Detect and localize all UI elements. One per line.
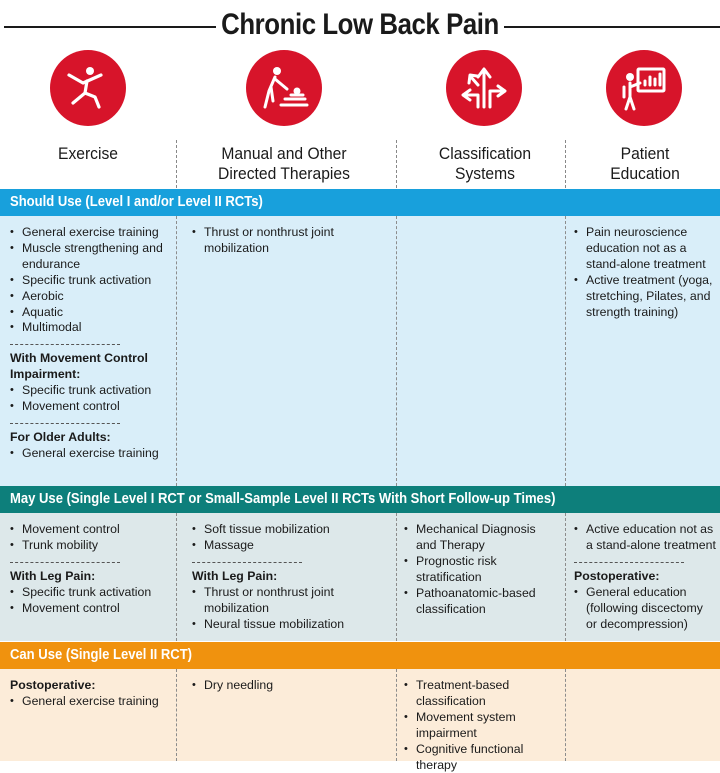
may-classification-cell bbox=[404, 513, 559, 641]
list-item: • Multimodal bbox=[10, 320, 170, 336]
column-header-exercise bbox=[8, 50, 168, 188]
presentation-board-icon bbox=[606, 50, 682, 126]
list-item: • General education (following discectomy or decompression) bbox=[574, 585, 716, 633]
list-item: • Active treatment (yoga, stretching, Pilates, and strength training) bbox=[574, 273, 714, 321]
list-item: • Movement control bbox=[10, 601, 170, 617]
should-use-section bbox=[0, 216, 720, 486]
column-divider bbox=[176, 513, 177, 641]
title-block bbox=[0, 0, 720, 56]
may-exercise-cell bbox=[10, 513, 170, 641]
exercise-person-icon bbox=[50, 50, 126, 126]
list-item: • Aerobic bbox=[10, 289, 170, 305]
list-item: • Soft tissue mobilization bbox=[192, 522, 352, 538]
list-item: • Movement control bbox=[10, 399, 170, 415]
list-item: • Pain neuroscience education not as a stand-alone treatment bbox=[574, 225, 714, 273]
can-use-bar: Can Use (Single Level II RCT) bbox=[0, 642, 720, 669]
list-item: • General exercise training bbox=[10, 694, 170, 710]
column-label: Exercise bbox=[58, 144, 118, 163]
divider bbox=[10, 554, 120, 563]
column-divider bbox=[565, 669, 566, 761]
list-item: • Aquatic bbox=[10, 305, 170, 321]
column-header-manual bbox=[178, 50, 390, 188]
list-item: • Treatment-based classification bbox=[404, 678, 562, 710]
can-use-section bbox=[0, 669, 720, 772]
should-use-bar: Should Use (Level I and/or Level II RCTs) bbox=[0, 189, 720, 216]
column-divider bbox=[396, 513, 397, 641]
header-divider bbox=[396, 140, 397, 188]
list-item: • Mechanical Diagnosis and Therapy bbox=[404, 522, 559, 554]
subgroup-heading: With Movement Control Impairment: bbox=[10, 351, 148, 382]
list-item: • Cognitive functional therapy bbox=[404, 742, 562, 773]
column-label: Classification Systems bbox=[438, 144, 532, 183]
list-item: • Specific trunk activation bbox=[10, 273, 170, 289]
list-item: • Neural tissue mobilization bbox=[192, 617, 352, 633]
may-use-bar: May Use (Single Level I RCT or Small-Sample Level II RCTs With Short Follow-up Times) bbox=[0, 486, 720, 513]
arrows-classification-icon bbox=[446, 50, 522, 126]
manual-therapy-icon bbox=[246, 50, 322, 126]
column-divider bbox=[565, 216, 566, 486]
list-item: • Muscle strengthening and endurance bbox=[10, 241, 170, 273]
column-header-education bbox=[570, 50, 720, 188]
subgroup-heading: Postoperative: bbox=[10, 678, 96, 692]
list-item: • Trunk mobility bbox=[10, 538, 170, 554]
list-item: • Thrust or nonthrust joint mobilization bbox=[192, 225, 352, 257]
page-title: Chronic Low Back Pain bbox=[221, 8, 499, 41]
list-item: • Prognostic risk stratification bbox=[404, 554, 559, 586]
can-education-cell bbox=[574, 669, 714, 761]
subgroup-heading: With Leg Pain: bbox=[192, 568, 278, 583]
divider bbox=[192, 554, 302, 563]
may-education-cell bbox=[574, 513, 716, 641]
can-classification-cell bbox=[404, 669, 562, 772]
should-education-cell bbox=[574, 216, 714, 486]
should-classification-cell bbox=[404, 216, 559, 486]
list-item: • Movement control bbox=[10, 522, 170, 538]
column-label: Manual and Other Directed Therapies bbox=[218, 144, 350, 183]
may-use-section bbox=[0, 513, 720, 641]
should-exercise-cell bbox=[10, 216, 170, 486]
list-item: • Massage bbox=[192, 538, 352, 554]
may-manual-cell bbox=[192, 513, 352, 641]
divider bbox=[10, 415, 120, 424]
should-exercise-list bbox=[10, 225, 170, 336]
list-item: • General exercise training bbox=[10, 446, 170, 462]
list-item: • Dry needling bbox=[192, 678, 352, 694]
should-manual-cell bbox=[192, 216, 352, 486]
subgroup-heading: With Leg Pain: bbox=[10, 568, 96, 583]
list-item: • Specific trunk activation bbox=[10, 383, 170, 399]
column-divider bbox=[176, 669, 177, 761]
column-divider bbox=[565, 513, 566, 641]
list-item: • Active education not as a stand-alone treatment bbox=[574, 522, 716, 554]
divider bbox=[574, 554, 684, 563]
column-divider bbox=[176, 216, 177, 486]
list-item: • Specific trunk activation bbox=[10, 585, 170, 601]
column-divider bbox=[396, 216, 397, 486]
header-divider bbox=[176, 140, 177, 188]
list-item: • General exercise training bbox=[10, 225, 170, 241]
subgroup-heading: For Older Adults: bbox=[10, 429, 111, 444]
column-divider bbox=[396, 669, 397, 761]
list-item: • Thrust or nonthrust joint mobilization bbox=[192, 585, 352, 617]
list-item: • Pathoanatomic-based classification bbox=[404, 586, 559, 618]
subgroup-heading: Postoperative: bbox=[574, 568, 660, 583]
column-header-classification bbox=[400, 50, 570, 188]
list-item: • Movement system impairment bbox=[404, 710, 562, 742]
divider bbox=[10, 336, 120, 345]
header-divider bbox=[565, 140, 566, 188]
can-manual-cell bbox=[192, 669, 352, 761]
column-label: Patient Education bbox=[610, 144, 680, 183]
can-exercise-cell bbox=[10, 669, 170, 761]
